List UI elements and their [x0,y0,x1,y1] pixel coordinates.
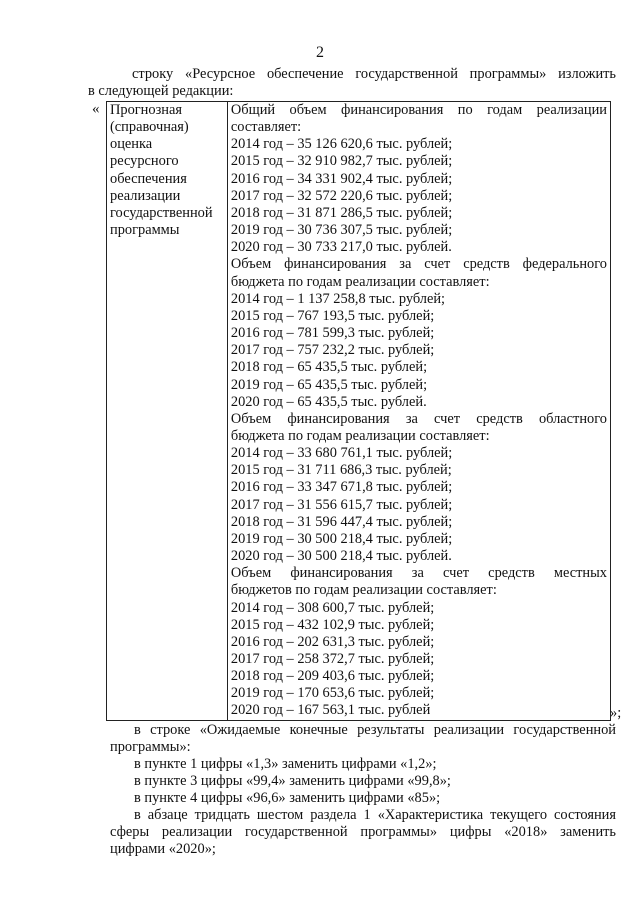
year-row: 2014 год – 1 137 258,8 тыс. рублей; [230,290,446,307]
label-line: ресурсного [110,153,179,170]
section-heading: Общий объем финансирования по годам реализации [230,102,607,118]
year-row: 2020 год – 30 500 218,4 тыс. рублей. [230,548,452,565]
paragraph-line: цифрами «2020»; [110,841,216,857]
label-line: программы [110,222,180,239]
paragraph-line: в пункте 3 цифры «99,4» заменить цифрами «99,8»; [134,773,451,789]
year-row: 2020 год – 30 733 217,0 тыс. рублей. [230,239,452,256]
year-row: 2015 год – 32 910 982,7 тыс. рублей; [230,153,453,170]
year-row: 2019 год – 30 736 307,5 тыс. рублей; [230,222,453,239]
paragraph-line: в пункте 1 цифры «1,3» заменить цифрами «1,2»; [134,756,437,772]
year-row: 2014 год – 33 680 761,1 тыс. рублей; [230,445,453,462]
year-row: 2018 год – 31 596 447,4 тыс. рублей; [230,513,453,530]
year-row: 2018 год – 65 435,5 тыс. рублей; [230,359,428,376]
label-line: государственной [110,204,213,221]
closing-quote: »; [610,705,622,721]
year-row: 2019 год – 170 653,6 тыс. рублей; [230,685,435,702]
page-number: 2 [316,44,324,61]
year-row: 2015 год – 31 711 686,3 тыс. рублей; [230,462,452,479]
year-row: 2018 год – 31 871 286,5 тыс. рублей; [230,204,453,221]
year-row: 2020 год – 65 435,5 тыс. рублей. [230,393,427,410]
year-row: 2019 год – 65 435,5 тыс. рублей; [230,376,428,393]
year-row: 2019 год – 30 500 218,4 тыс. рублей; [230,530,453,547]
year-row: 2017 год – 258 372,7 тыс. рублей; [230,651,435,667]
year-row: 2016 год – 34 331 902,4 тыс. рублей; [230,170,453,187]
year-row: 2014 год – 35 126 620,6 тыс. рублей; [230,136,453,153]
intro-paragraph [88,66,616,100]
year-row: 2016 год – 33 347 671,8 тыс. рублей; [230,479,453,496]
year-row: 2015 год – 767 193,5 тыс. рублей; [230,307,435,324]
paragraph-line: сферы реализации государственной программы» цифры «2018» заменить [110,824,616,840]
year-row: 2020 год – 167 563,1 тыс. рублей [230,702,431,719]
paragraph-line: в абзаце тридцать шестом раздела 1 «Характеристика текущего состояния [134,807,616,823]
section-heading: бюджета по годам реализации составляет: [230,427,490,444]
label-line: обеспечения [110,170,187,187]
year-row: 2018 год – 209 403,6 тыс. рублей; [230,668,435,685]
year-row: 2015 год – 432 102,9 тыс. рублей; [230,616,435,633]
label-line: Прогнозная [110,102,182,118]
year-row: 2017 год – 757 232,2 тыс. рублей; [230,342,435,359]
intro-line-2: в следующей редакции: [88,83,234,99]
label-line: реализации [110,187,181,204]
section-heading: бюджета по годам реализации составляет: [230,273,490,290]
opening-quote: « [92,101,100,117]
paragraph-line: программы»: [110,739,191,755]
year-row: 2017 год – 32 572 220,6 тыс. рублей; [230,187,453,204]
section-heading: Объем финансирования за счет средств федерального [230,256,607,273]
resource-table-row [107,102,611,721]
year-row: 2014 год – 308 600,7 тыс. рублей; [230,599,435,616]
section-heading: составляет: [230,119,302,136]
section-heading: Объем финансирования за счет средств областного [230,410,607,427]
section-heading: бюджетов по годам реализации составляет: [230,582,497,599]
after-table-paragraphs [110,722,616,858]
year-row: 2017 год – 31 556 615,7 тыс. рублей; [230,496,453,513]
paragraph-line: в пункте 4 цифры «96,6» заменить цифрами «85»; [134,790,441,806]
year-row: 2016 год – 781 599,3 тыс. рублей; [230,325,435,342]
intro-line-1: строку «Ресурсное обеспечение государственной программы» изложить [132,66,616,82]
section-heading: Объем финансирования за счет средств местных [230,565,607,582]
financing-content-cell [227,102,610,721]
year-row: 2016 год – 202 631,3 тыс. рублей; [230,633,435,650]
paragraph-line: в строке «Ожидаемые конечные результаты реализации государственной [134,722,616,738]
resource-table [106,101,611,721]
label-line: (справочная) [110,119,189,136]
label-line: оценка [110,136,153,153]
row-label-cell [107,102,228,721]
